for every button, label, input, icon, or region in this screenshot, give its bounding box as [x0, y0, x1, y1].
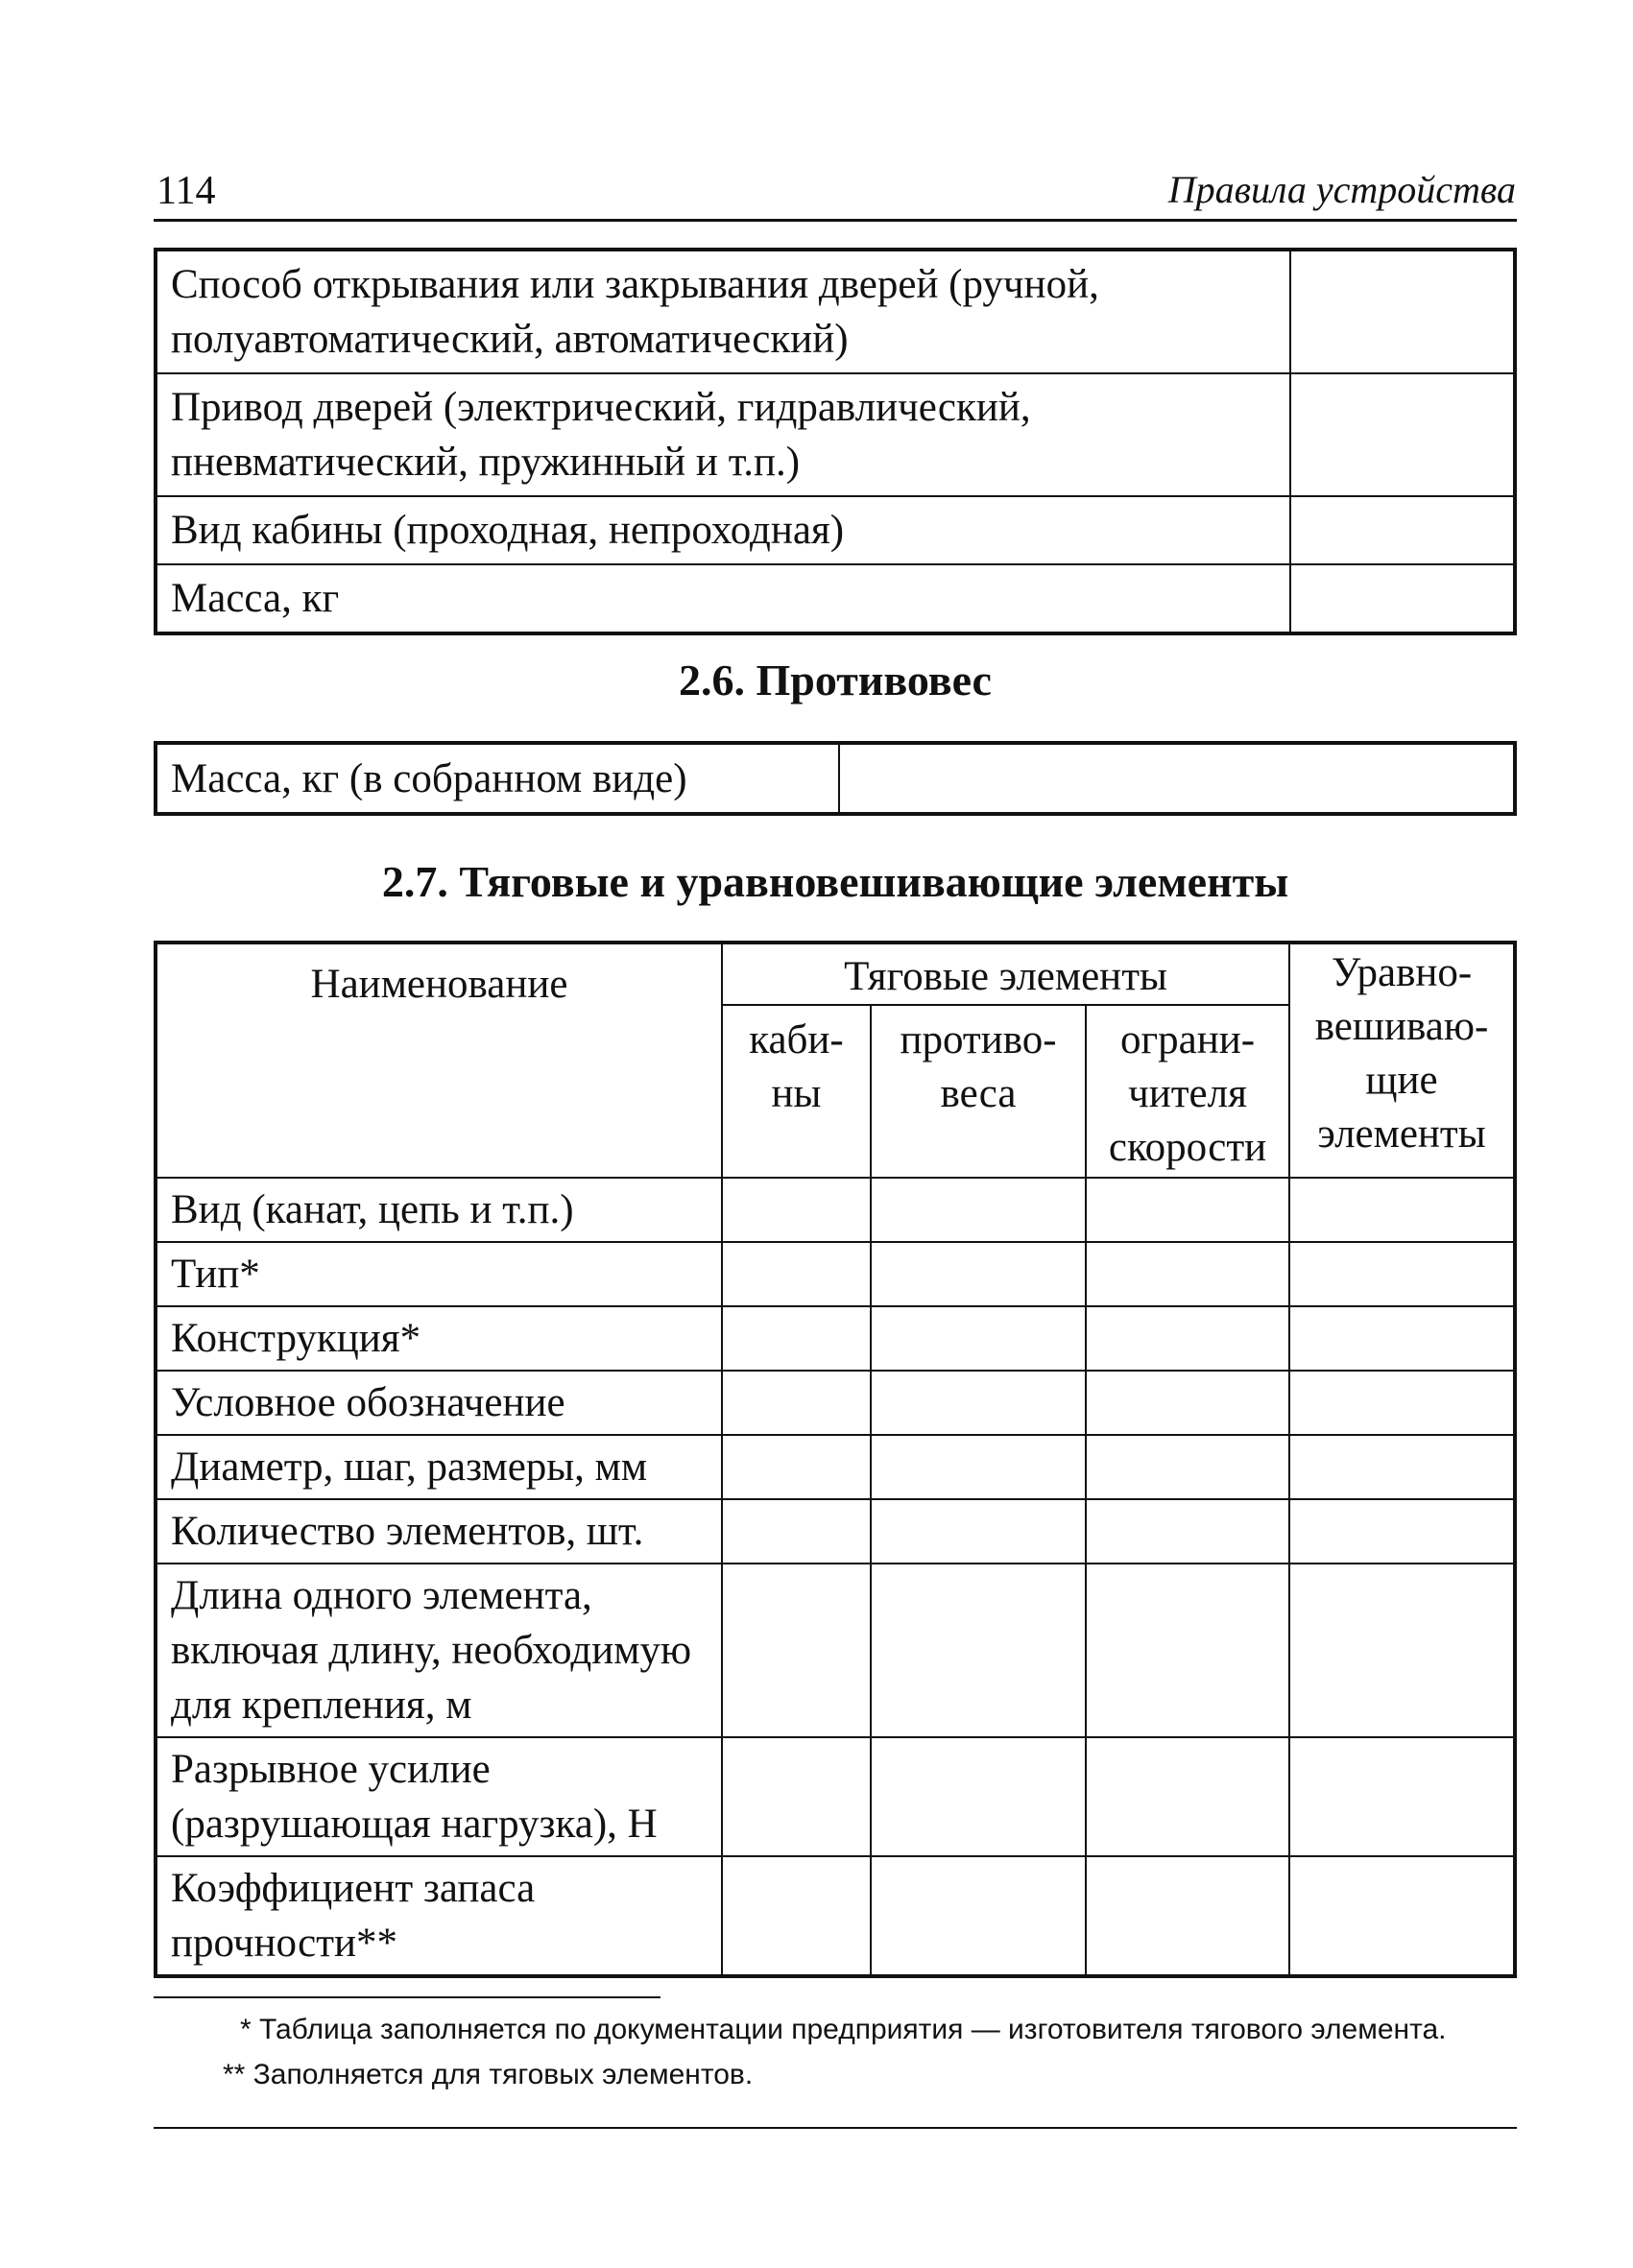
- cell-counterweight[interactable]: [871, 1564, 1086, 1737]
- row-label-dimensions: Диаметр, шаг, размеры, мм: [156, 1435, 722, 1499]
- cell-speed-limiter[interactable]: [1086, 1856, 1289, 1976]
- traction-elements-table: [154, 941, 1517, 1978]
- table-row: [156, 1242, 1515, 1306]
- cell-counterweight[interactable]: [871, 1306, 1086, 1371]
- counterweight-mass-value[interactable]: [839, 743, 1515, 814]
- row-label-type: Тип*: [156, 1242, 722, 1306]
- cell-counterweight[interactable]: [871, 1178, 1086, 1242]
- cell-cabin[interactable]: [722, 1306, 871, 1371]
- bottom-rule: [154, 2127, 1517, 2129]
- cell-cabin[interactable]: [722, 1856, 871, 1976]
- door-drive-label: Привод дверей (электрический, гидравлический, пневматический, пружинный и т.п.): [156, 373, 1290, 496]
- cell-cabin[interactable]: [722, 1499, 871, 1564]
- door-opening-method-value[interactable]: [1290, 250, 1515, 373]
- column-header-traction-group: Тяговые элементы: [722, 943, 1289, 1005]
- row-label-kind: Вид (канат, цепь и т.п.): [156, 1178, 722, 1242]
- counterweight-mass-label: Масса, кг (в собранном виде): [156, 743, 839, 814]
- page-number: 114: [156, 169, 216, 213]
- cell-balancing[interactable]: [1289, 1435, 1515, 1499]
- table-row: [156, 1737, 1515, 1856]
- column-header-speed-limiter: ограни-чителя скорости: [1086, 1005, 1289, 1178]
- cell-balancing[interactable]: [1289, 1178, 1515, 1242]
- table-row: [156, 1856, 1515, 1976]
- cell-balancing[interactable]: [1289, 1371, 1515, 1435]
- cell-speed-limiter[interactable]: [1086, 1242, 1289, 1306]
- table-row: [156, 1178, 1515, 1242]
- cell-speed-limiter[interactable]: [1086, 1564, 1289, 1737]
- cabin-mass-label: Масса, кг: [156, 564, 1290, 633]
- row-label-safety-factor: Коэффициент запаса прочности**: [156, 1856, 722, 1976]
- cell-speed-limiter[interactable]: [1086, 1737, 1289, 1856]
- cabin-type-label: Вид кабины (проходная, непроходная): [156, 496, 1290, 564]
- cell-cabin[interactable]: [722, 1435, 871, 1499]
- table-row: [156, 1371, 1515, 1435]
- cell-cabin[interactable]: [722, 1242, 871, 1306]
- column-header-balancing: Уравно-вешиваю-щие элементы: [1289, 943, 1515, 1178]
- header-rule: [154, 219, 1517, 222]
- cell-counterweight[interactable]: [871, 1435, 1086, 1499]
- column-header-name: Наименование: [156, 943, 722, 1178]
- row-label-count: Количество элементов, шт.: [156, 1499, 722, 1564]
- cabin-door-table: [154, 248, 1517, 635]
- door-drive-value[interactable]: [1290, 373, 1515, 496]
- running-title: Правила устройства: [1167, 168, 1516, 211]
- cell-balancing[interactable]: [1289, 1242, 1515, 1306]
- table-row: [156, 1306, 1515, 1371]
- cell-cabin[interactable]: [722, 1737, 871, 1856]
- cell-speed-limiter[interactable]: [1086, 1306, 1289, 1371]
- row-label-breaking-force: Разрывное усилие (разрушающая нагрузка), Н: [156, 1737, 722, 1856]
- table-row: [156, 1564, 1515, 1737]
- cell-counterweight[interactable]: [871, 1499, 1086, 1564]
- table-row: [156, 1435, 1515, 1499]
- cell-counterweight[interactable]: [871, 1856, 1086, 1976]
- table-row: [156, 1499, 1515, 1564]
- cell-balancing[interactable]: [1289, 1499, 1515, 1564]
- cell-counterweight[interactable]: [871, 1371, 1086, 1435]
- cabin-mass-value[interactable]: [1290, 564, 1515, 633]
- cell-balancing[interactable]: [1289, 1564, 1515, 1737]
- row-label-construction: Конструкция*: [156, 1306, 722, 1371]
- table-row: [156, 564, 1515, 633]
- footnote-2: ** Заполняется для тяговых элементов.: [223, 2059, 754, 2090]
- counterweight-table: [154, 741, 1517, 816]
- cell-speed-limiter[interactable]: [1086, 1435, 1289, 1499]
- cell-speed-limiter[interactable]: [1086, 1371, 1289, 1435]
- cell-speed-limiter[interactable]: [1086, 1178, 1289, 1242]
- section-heading-counterweight: 2.6. Противовес: [679, 656, 992, 704]
- cell-speed-limiter[interactable]: [1086, 1499, 1289, 1564]
- cell-cabin[interactable]: [722, 1178, 871, 1242]
- footnote-1: * Таблица заполняется по документации предприятия — изготовителя тягового элемента.: [240, 2014, 1447, 2045]
- section-heading-traction: 2.7. Тяговые и уравновешивающие элементы: [381, 857, 1289, 906]
- table-row: [156, 250, 1515, 373]
- row-label-designation: Условное обозначение: [156, 1371, 722, 1435]
- cabin-type-value[interactable]: [1290, 496, 1515, 564]
- cell-balancing[interactable]: [1289, 1856, 1515, 1976]
- table-row: [156, 743, 1515, 814]
- cell-counterweight[interactable]: [871, 1737, 1086, 1856]
- cell-cabin[interactable]: [722, 1564, 871, 1737]
- cell-balancing[interactable]: [1289, 1306, 1515, 1371]
- table-row: [156, 373, 1515, 496]
- column-header-counterweight: противо-веса: [871, 1005, 1086, 1178]
- footnote-rule: [154, 1996, 660, 1998]
- table-header-row: [156, 943, 1515, 1005]
- cell-balancing[interactable]: [1289, 1737, 1515, 1856]
- column-header-cabin: каби-ны: [722, 1005, 871, 1178]
- table-row: [156, 496, 1515, 564]
- cell-counterweight[interactable]: [871, 1242, 1086, 1306]
- cell-cabin[interactable]: [722, 1371, 871, 1435]
- row-label-length: Длина одного элемента, включая длину, необходимую для крепления, м: [156, 1564, 722, 1737]
- door-opening-method-label: Способ открывания или закрывания дверей (ручной, полуавтоматический, автоматический): [156, 250, 1290, 373]
